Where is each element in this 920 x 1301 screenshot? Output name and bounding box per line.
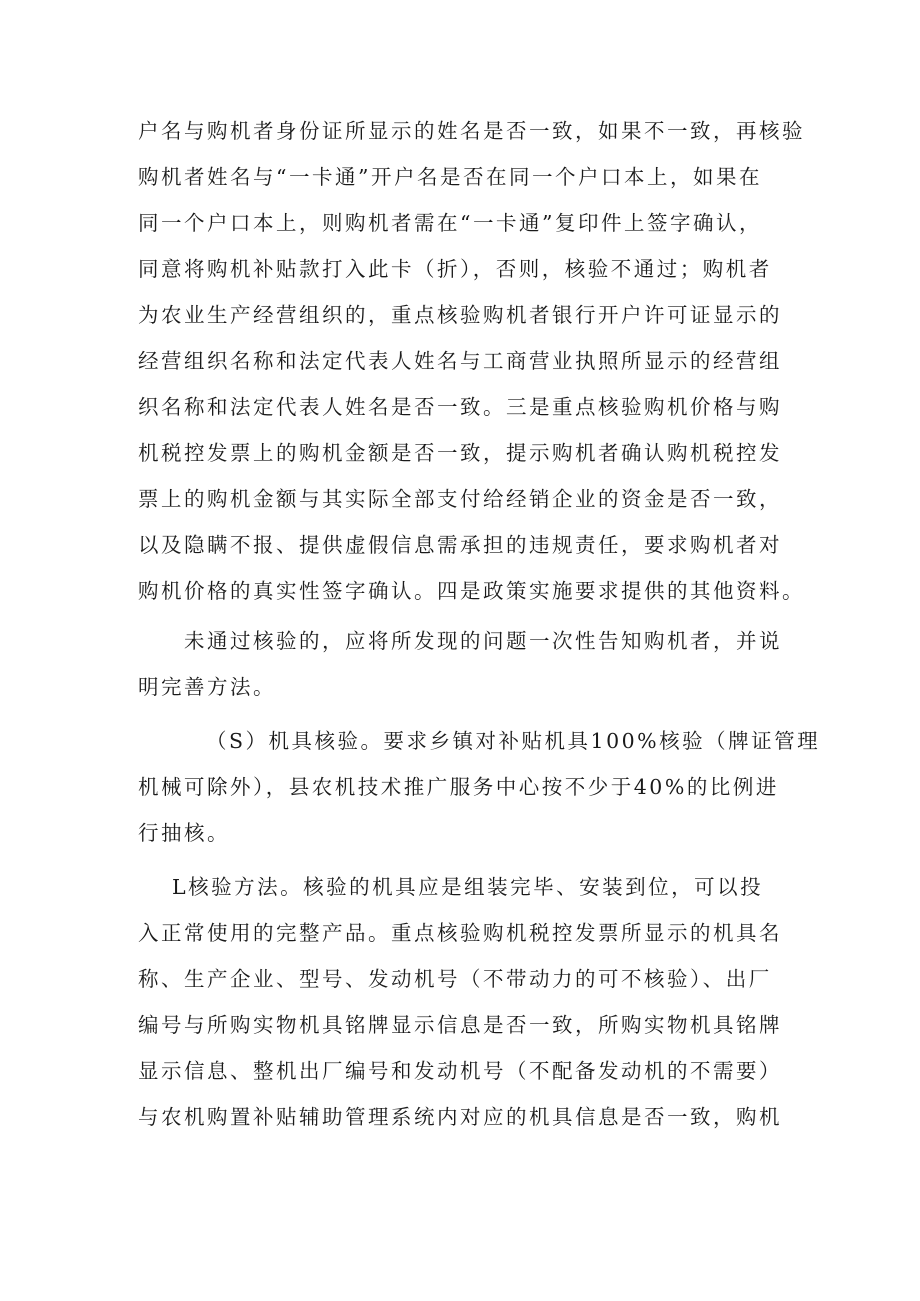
section-heading-line: （S）机具核验。要求乡镇对补贴机具100%核验（牌证管理 [206, 729, 821, 753]
text-line: 经营组织名称和法定代表人姓名与工商营业执照所显示的经营组 [138, 349, 782, 373]
text-line: 为农业生产经营组织的，重点核验购机者银行开户许可证显示的 [138, 303, 782, 327]
text-line: 以及隐瞒不报、提供虚假信息需承担的违规责任，要求购机者对 [138, 533, 782, 557]
text-line: 同意将购机补贴款打入此卡（折），否则，核验不通过；购机者 [138, 257, 772, 281]
paragraph-start: 未通过核验的，应将所发现的问题一次性告知购机者，并说 [184, 629, 782, 653]
text-line: 称、生产企业、型号、发动机号（不带动力的可不核验）、出厂 [138, 967, 772, 991]
paragraph-start: L核验方法。核验的机具应是组装完毕、安装到位，可以投 [172, 875, 764, 899]
text-line: 机械可除外），县农机技术推广服务中心按不少于40%的比例进 [138, 775, 779, 799]
text-line: 购机者姓名与“一卡通”开户名是否在同一个户口本上，如果在 [138, 165, 762, 189]
text-line: 户名与购机者身份证所显示的姓名是否一致，如果不一致，再核验 [138, 119, 805, 143]
text-line: 编号与所购实物机具铭牌显示信息是否一致，所购实物机具铭牌 [138, 1013, 782, 1037]
text-line: 与农机购置补贴辅助管理系统内对应的机具信息是否一致，购机 [138, 1105, 782, 1129]
body-text [138, 108, 821, 1140]
text-line: 同一个户口本上，则购机者需在“一卡通”复印件上签字确认， [138, 211, 762, 235]
text-line: 织名称和法定代表人姓名是否一致。三是重点核验购机价格与购 [138, 395, 782, 419]
text-line: 机税控发票上的购机金额是否一致，提示购机者确认购机税控发 [138, 441, 782, 465]
text-line: 显示信息、整机出厂编号和发动机号（不配备发动机的不需要） [138, 1059, 782, 1083]
text-line: 明完善方法。 [138, 675, 276, 699]
text-line: 行抽核。 [138, 821, 230, 845]
text-line: 购机价格的真实性签字确认。四是政策实施要求提供的其他资料。 [138, 579, 805, 603]
text-line: 票上的购机金额与其实际全部支付给经销企业的资金是否一致， [138, 487, 782, 511]
text-line: 入正常使用的完整产品。重点核验购机税控发票所显示的机具名 [138, 921, 782, 945]
